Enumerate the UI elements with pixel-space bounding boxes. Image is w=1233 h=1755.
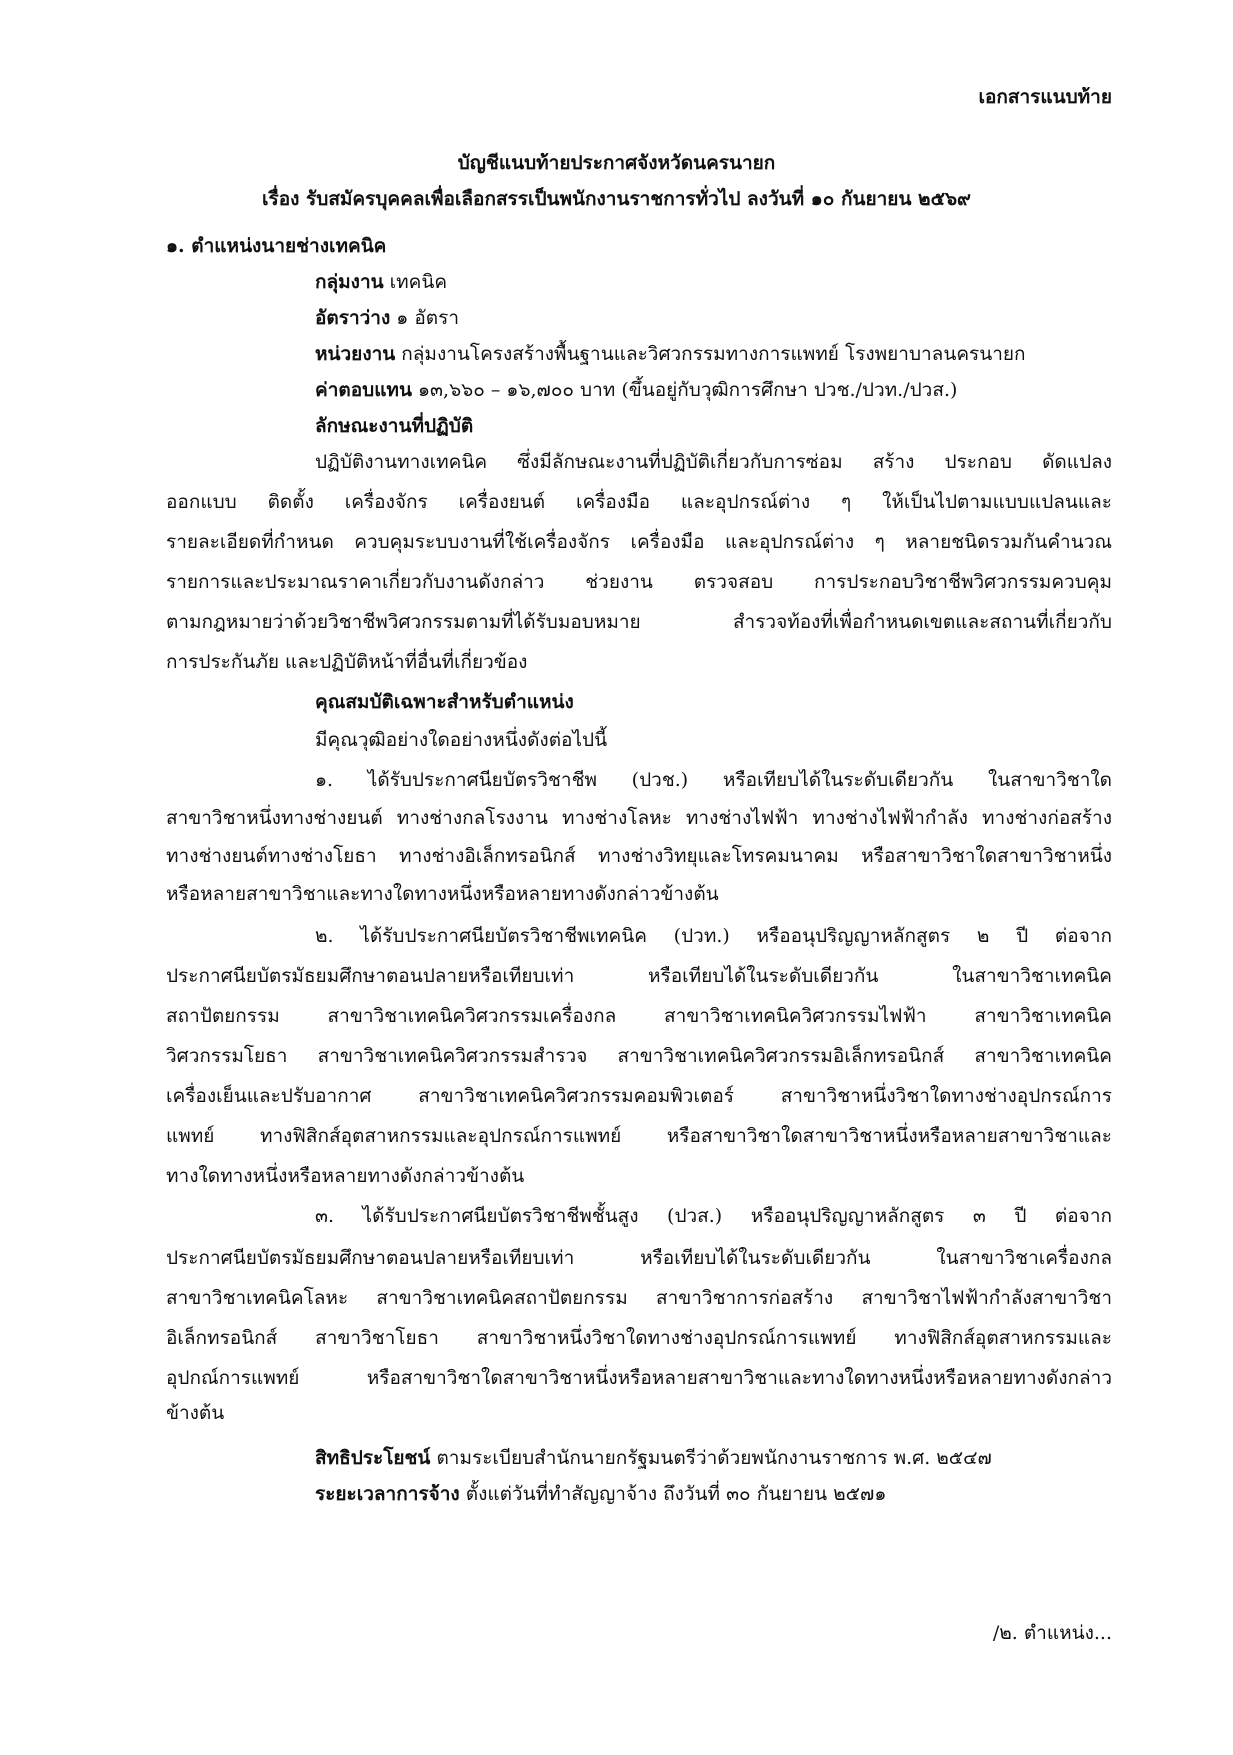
salary-row (315, 372, 957, 408)
unit-value: กลุ่มงานโครงสร้างพื้นฐานและวิศวกรรมทางการแพทย์ โรงพยาบาลนครนายก (395, 343, 1026, 365)
duties-line: ปฏิบัติงานทางเทคนิค ซึ่งมีลักษณะงานที่ปฏิบัติเกี่ยวกับการซ่อม สร้าง ประกอบ ดัดแปลง (315, 451, 1112, 473)
group-label: กลุ่มงาน (315, 271, 384, 293)
duties-line: รายการและประมาณราคาเกี่ยวกับงานดังกล่าว ช่วยงาน ตรวจสอบ การประกอบวิชาชีพวิศวกรรมควบคุม (166, 571, 1112, 593)
qualification-1-line: ทางช่างยนต์ทางช่างโยธา ทางช่างอิเล็กทรอนิกส์ ทางช่างวิทยุและโทรคมนาคม หรือสาขาวิชาใดสาขาวิชาหนึ่ง (166, 845, 1112, 867)
duties-line: ออกแบบ ติดตั้ง เครื่องจักร เครื่องยนต์ เครื่องมือ และอุปกรณ์ต่าง ๆ ให้เป็นไปตามแบบแปลนและ (166, 491, 1112, 513)
group-row (315, 264, 447, 300)
qualification-1-line: ๑. ได้รับประกาศนียบัตรวิชาชีพ (ปวช.) หรือเทียบได้ในระดับเดียวกัน ในสาขาวิชาใด (315, 769, 1112, 791)
qualification-3-line: ๓. ได้รับประกาศนียบัตรวิชาชีพชั้นสูง (ปวส.) หรืออนุปริญญาหลักสูตร ๓ ปี ต่อจาก (315, 1205, 1112, 1227)
duties-line: รายละเอียดที่กำหนด ควบคุมระบบงานที่ใช้เครื่องจักร เครื่องมือ และอุปกรณ์ต่าง ๆ หลายชนิดรวมกันคำนวณ (166, 531, 1112, 553)
qualification-3-line: ประกาศนียบัตรมัธยมศึกษาตอนปลายหรือเทียบเท่า หรือเทียบได้ในระดับเดียวกัน ในสาขาวิชาเครื่องกล (166, 1247, 1112, 1269)
continuation-note: /๒. ตำแหน่ง... (992, 1622, 1112, 1644)
vacancy-value: ๑ อัตรา (390, 307, 460, 329)
employment-period-label: ระยะเวลาการจ้าง (315, 1483, 460, 1505)
qualification-3-line: อุปกณ์การแพทย์ หรือสาขาวิชาใดสาขาวิชาหนึ่งหรือหลายสาขาวิชาและทางใดทางหนึ่งหรือหลายทางดังกล่าว (166, 1367, 1112, 1389)
vacancy-row (315, 300, 459, 336)
employment-period-row (315, 1476, 886, 1512)
document-title: บัญชีแนบท้ายประกาศจังหวัดนครนายก (457, 152, 776, 174)
benefits-row (315, 1440, 992, 1476)
qualification-1-line: หรือหลายสาขาวิชาและทางใดทางหนึ่งหรือหลายทางดังกล่าวข้างต้น (166, 883, 719, 905)
duties-line: ตามกฎหมายว่าด้วยวิชาชีพวิศวกรรมตามที่ได้รับมอบหมาย สำรวจท้องที่เพื่อกำหนดเขตและสถานที่เกี่ยวกับ (166, 611, 1112, 633)
duties-heading: ลักษณะงานที่ปฏิบัติ (315, 415, 474, 437)
qualification-2-line: แพทย์ ทางฟิสิกส์อุตสาหกรรมและอุปกรณ์การแพทย์ หรือสาขาวิชาใดสาขาวิชาหนึ่งหรือหลายสาขาวิชาและ (166, 1125, 1112, 1147)
qualification-heading: คุณสมบัติเฉพาะสำหรับตำแหน่ง (315, 691, 574, 713)
salary-value: ๑๓,๖๖๐ – ๑๖,๗๐๐ บาท (ขึ้นอยู่กับวุฒิการศึกษา ปวช./ปวท./ปวส.) (411, 379, 958, 401)
unit-row (315, 336, 1026, 372)
qualification-3-line: ข้างต้น (166, 1402, 225, 1424)
benefits-value: ตามระเบียบสำนักนายกรัฐมนตรีว่าด้วยพนักงานราชการ พ.ศ. ๒๕๔๗ (430, 1447, 992, 1469)
qualification-2-line: ๒. ได้รับประกาศนียบัตรวิชาชีพเทคนิค (ปวท.) หรืออนุปริญญาหลักสูตร ๒ ปี ต่อจาก (315, 925, 1112, 947)
qualification-2-line: วิศวกรรมโยธา สาขาวิชาเทคนิควิศวกรรมสำรวจ สาขาวิชาเทคนิควิศวกรรมอิเล็กทรอนิกส์ สาขาวิชาเทคนิค (166, 1045, 1112, 1067)
qualification-2-line: สถาปัตยกรรม สาขาวิชาเทคนิควิศวกรรมเครื่องกล สาขาวิชาเทคนิควิศวกรรมไฟฟ้า สาขาวิชาเทคนิค (166, 1005, 1112, 1027)
document-subject: เรื่อง รับสมัครบุคคลเพื่อเลือกสรรเป็นพนักงานราชการทั่วไป ลงวันที่ ๑๐ กันยายน ๒๕๖๙ (262, 188, 971, 210)
qualification-2-line: ทางใดทางหนึ่งหรือหลายทางดังกล่าวข้างต้น (166, 1165, 525, 1187)
vacancy-label: อัตราว่าง (315, 307, 391, 329)
group-value: เทคนิค (383, 271, 448, 293)
qualification-intro: มีคุณวุฒิอย่างใดอย่างหนึ่งดังต่อไปนี้ (315, 729, 608, 751)
attachment-label: เอกสารแนบท้าย (978, 86, 1112, 108)
duties-line: การประกันภัย และปฏิบัติหน้าที่อื่นที่เกี่ยวข้อง (166, 651, 528, 673)
unit-label: หน่วยงาน (315, 343, 396, 365)
qualification-3-line: อิเล็กทรอนิกส์ สาขาวิชาโยธา สาขาวิชาหนึ่งวิชาใดทางช่างอุปกรณ์การแพทย์ ทางฟิสิกส์อุตสาหกรรมและ (166, 1327, 1112, 1349)
qualification-2-line: ประกาศนียบัตรมัธยมศึกษาตอนปลายหรือเทียบเท่า หรือเทียบได้ในระดับเดียวกัน ในสาขาวิชาเทคนิค (166, 965, 1112, 987)
benefits-label: สิทธิประโยชน์ (315, 1447, 431, 1469)
qualification-2-line: เครื่องเย็นและปรับอากาศ สาขาวิชาเทคนิควิศวกรรมคอมพิวเตอร์ สาขาวิชาหนึ่งวิชาใดทางช่างอุปกรณ์การ (166, 1085, 1112, 1107)
position-heading: ๑. ตำแหน่งนายช่างเทคนิค (166, 235, 387, 257)
qualification-3-line: สาขาวิชาเทคนิคโลหะ สาขาวิชาเทคนิคสถาปัตยกรรม สาขาวิชาการก่อสร้าง สาขาวิชาไฟฟ้ากำลังสาขาวิชา (166, 1287, 1112, 1309)
employment-period-value: ตั้งแต่วันที่ทำสัญญาจ้าง ถึงวันที่ ๓๐ กันยายน ๒๕๗๑ (459, 1483, 887, 1505)
qualification-1-line: สาขาวิชาหนึ่งทางช่างยนต์ ทางช่างกลโรงงาน ทางช่างโลหะ ทางช่างไฟฟ้า ทางช่างไฟฟ้ากำลัง ทางช่างก่อสร้าง (166, 807, 1112, 829)
salary-label: ค่าตอบแทน (315, 379, 412, 401)
